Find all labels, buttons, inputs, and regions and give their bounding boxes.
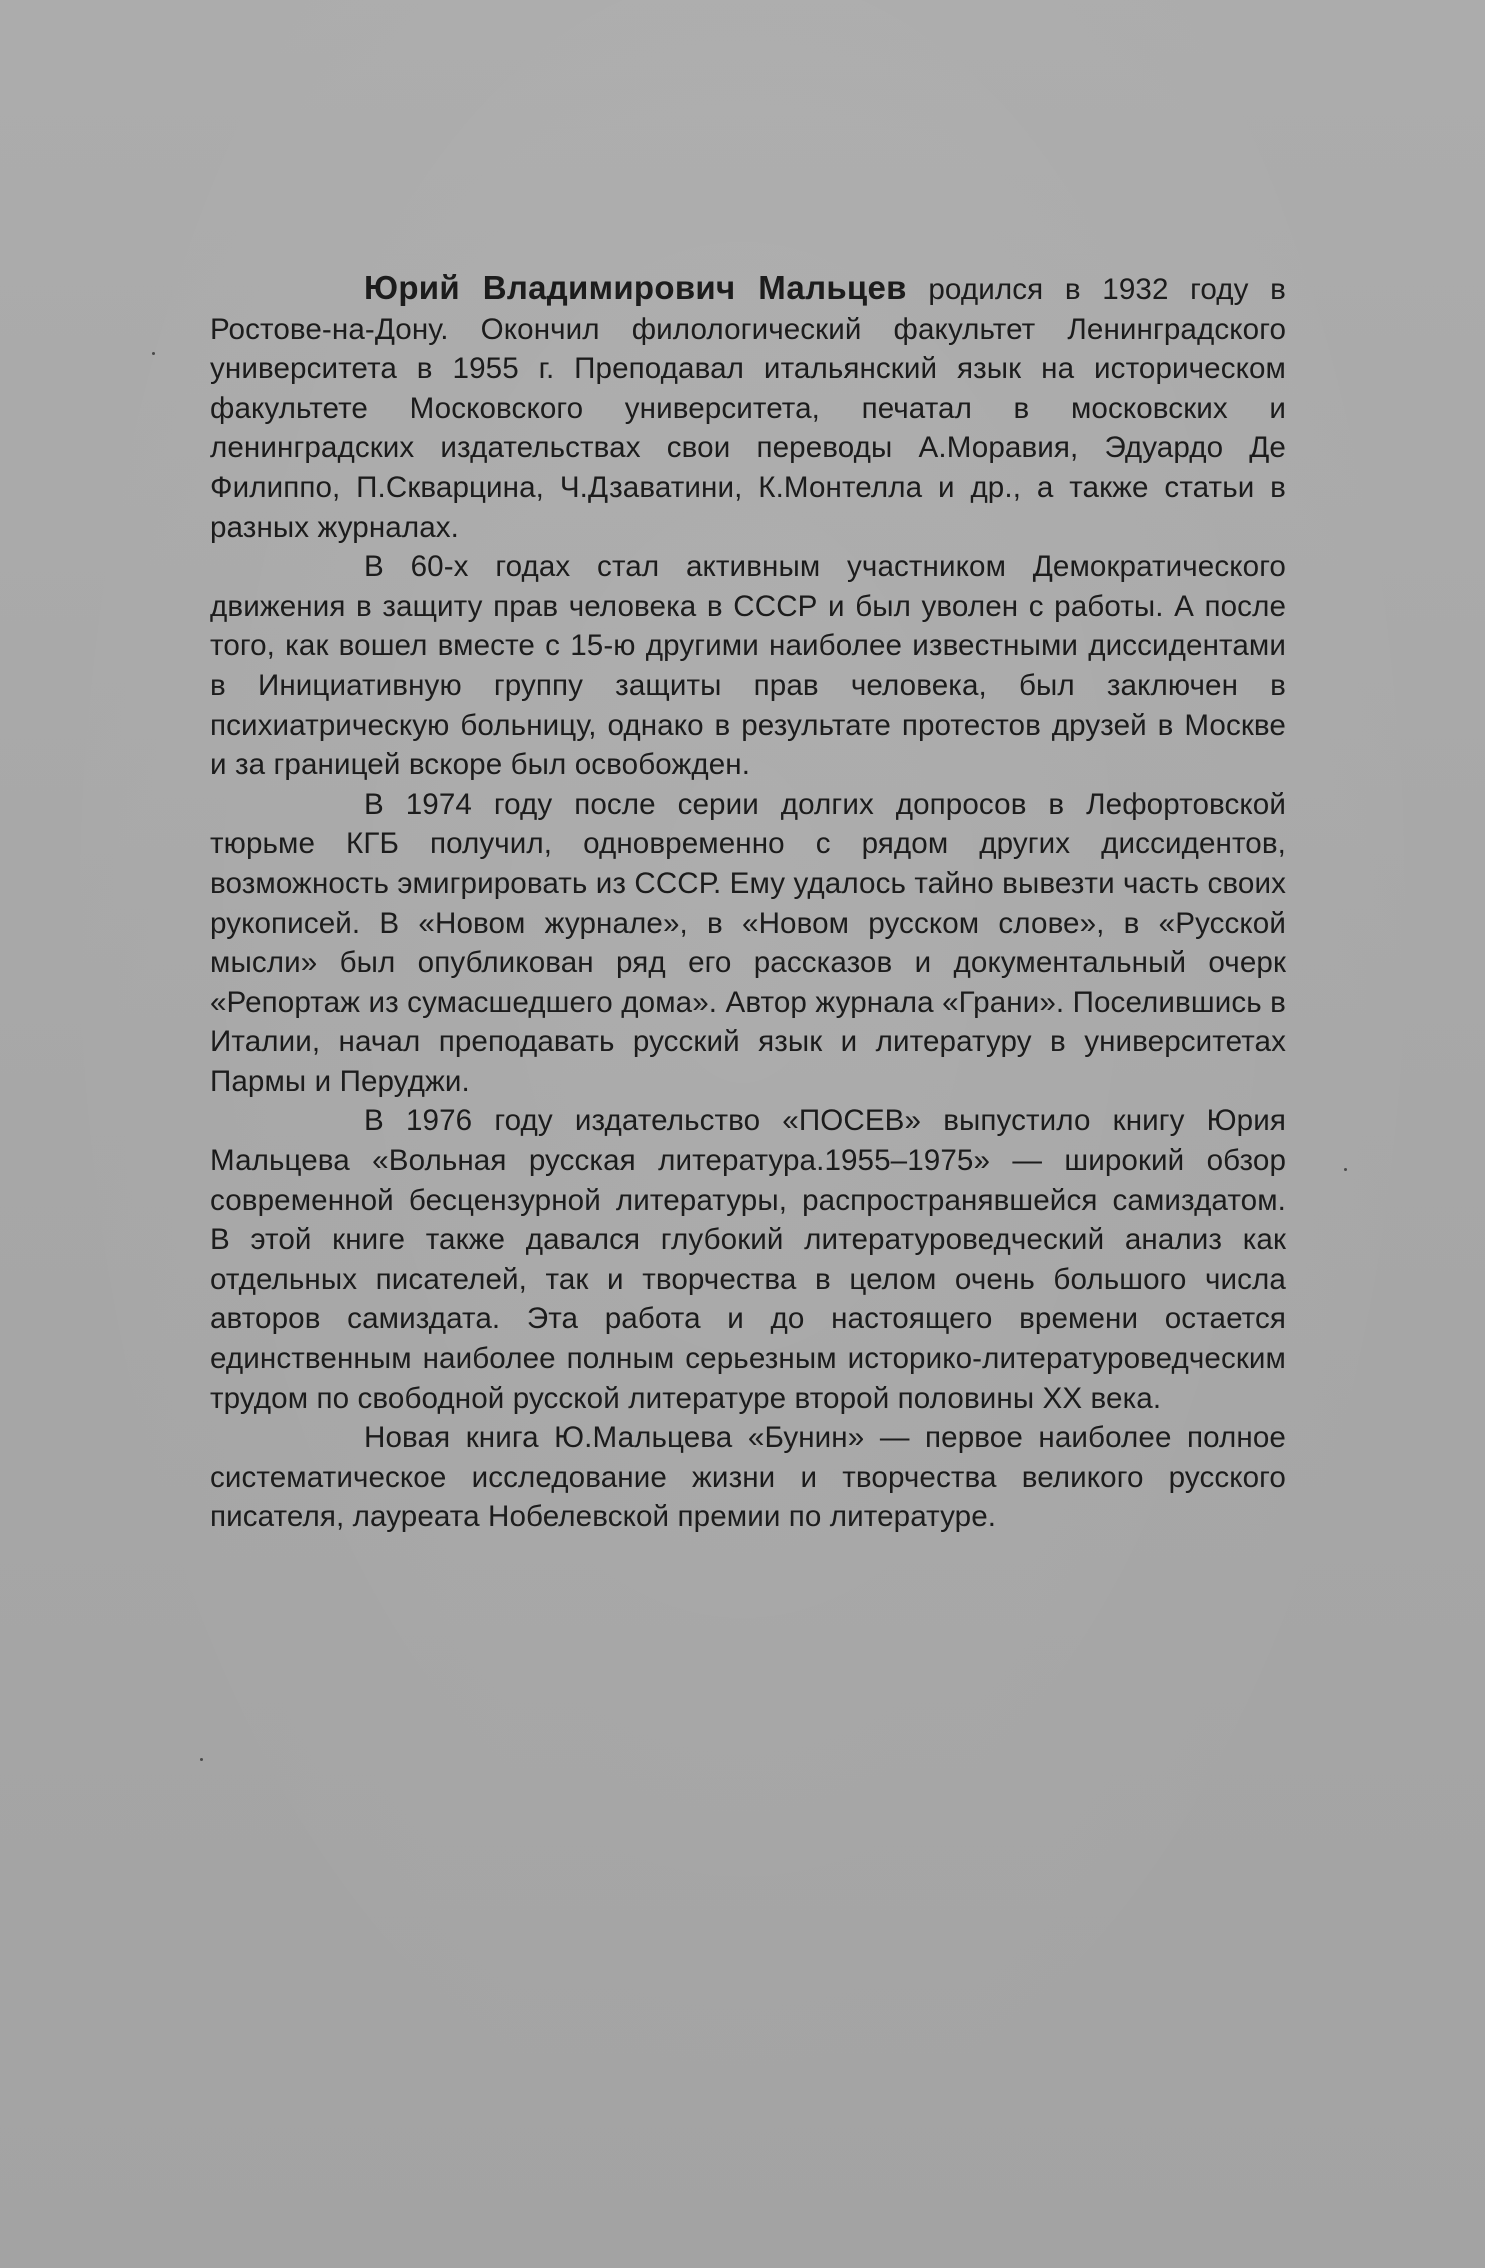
- bio-paragraph-1: [210, 268, 1286, 547]
- print-speck: [200, 1758, 203, 1761]
- bio-paragraph-4: В 1976 году издательство «ПОСЕВ» выпустило книгу Юрия Мальцева «Вольная русская литература.1955–1975» — широкий обзор современной бесцензурной литературы, распространявшейся самиздатом. В этой книге также давался глубокий литературоведческий анализ как отдельных писателей, так и творчества в целом очень большого числа авторов самиздата. Эта работа и до настоящего времени остается единственным наиболее полным серьезным историко-литературоведческим трудом по свободной русской литературе второй половины XX века.: [210, 1104, 1286, 1415]
- author-name: Юрий Владимирович Мальцев: [364, 269, 907, 306]
- print-speck: [1344, 1168, 1347, 1171]
- bio-paragraph-3: В 1974 году после серии долгих допросов в Лефортовской тюрьме КГБ получил, одновременно с рядом других диссидентов, возможность эмигрировать из СССР. Ему удалось тайно вывезти часть своих рукописей. В «Новом журнале», в «Новом русском слове», в «Русской мысли» был опубликован ряд его рассказов и документальный очерк «Репортаж из сумасшедшего дома». Автор журнала «Грани». Поселившись в Италии, начал преподавать русский язык и литературу в университетах Пармы и Перуджи.: [210, 787, 1286, 1098]
- author-biography: [210, 268, 1286, 1537]
- print-speck: [152, 352, 155, 355]
- bio-paragraph-5: Новая книга Ю.Мальцева «Бунин» — первое наиболее полное систематическое исследование жизни и творчества великого русского писателя, лауреата Нобелевской премии по литературе.: [210, 1421, 1286, 1534]
- bio-paragraph-1-text: родился в 1932 году в Ростове-на-Дону. Окончил филологический факультет Ленинградского университета в 1955 г. Преподавал итальянский язык на историческом факультете Московского университета, печатал в московских и ленинградских издательствах свои переводы А.Моравия, Эдуардо Де Филиппо, П.Скварцина, Ч.Дзаватини, К.Монтелла и др., а также статьи в разных журналах.: [210, 273, 1286, 544]
- bio-paragraph-2: В 60-х годах стал активным участником Демократического движения в защиту прав человека в СССР и был уволен с работы. А после того, как вошел вместе с 15-ю другими наиболее известными диссидентами в Инициативную группу защиты прав человека, был заключен в психиатрическую больницу, однако в результате протестов друзей в Москве и за границей вскоре был освобожден.: [210, 550, 1286, 782]
